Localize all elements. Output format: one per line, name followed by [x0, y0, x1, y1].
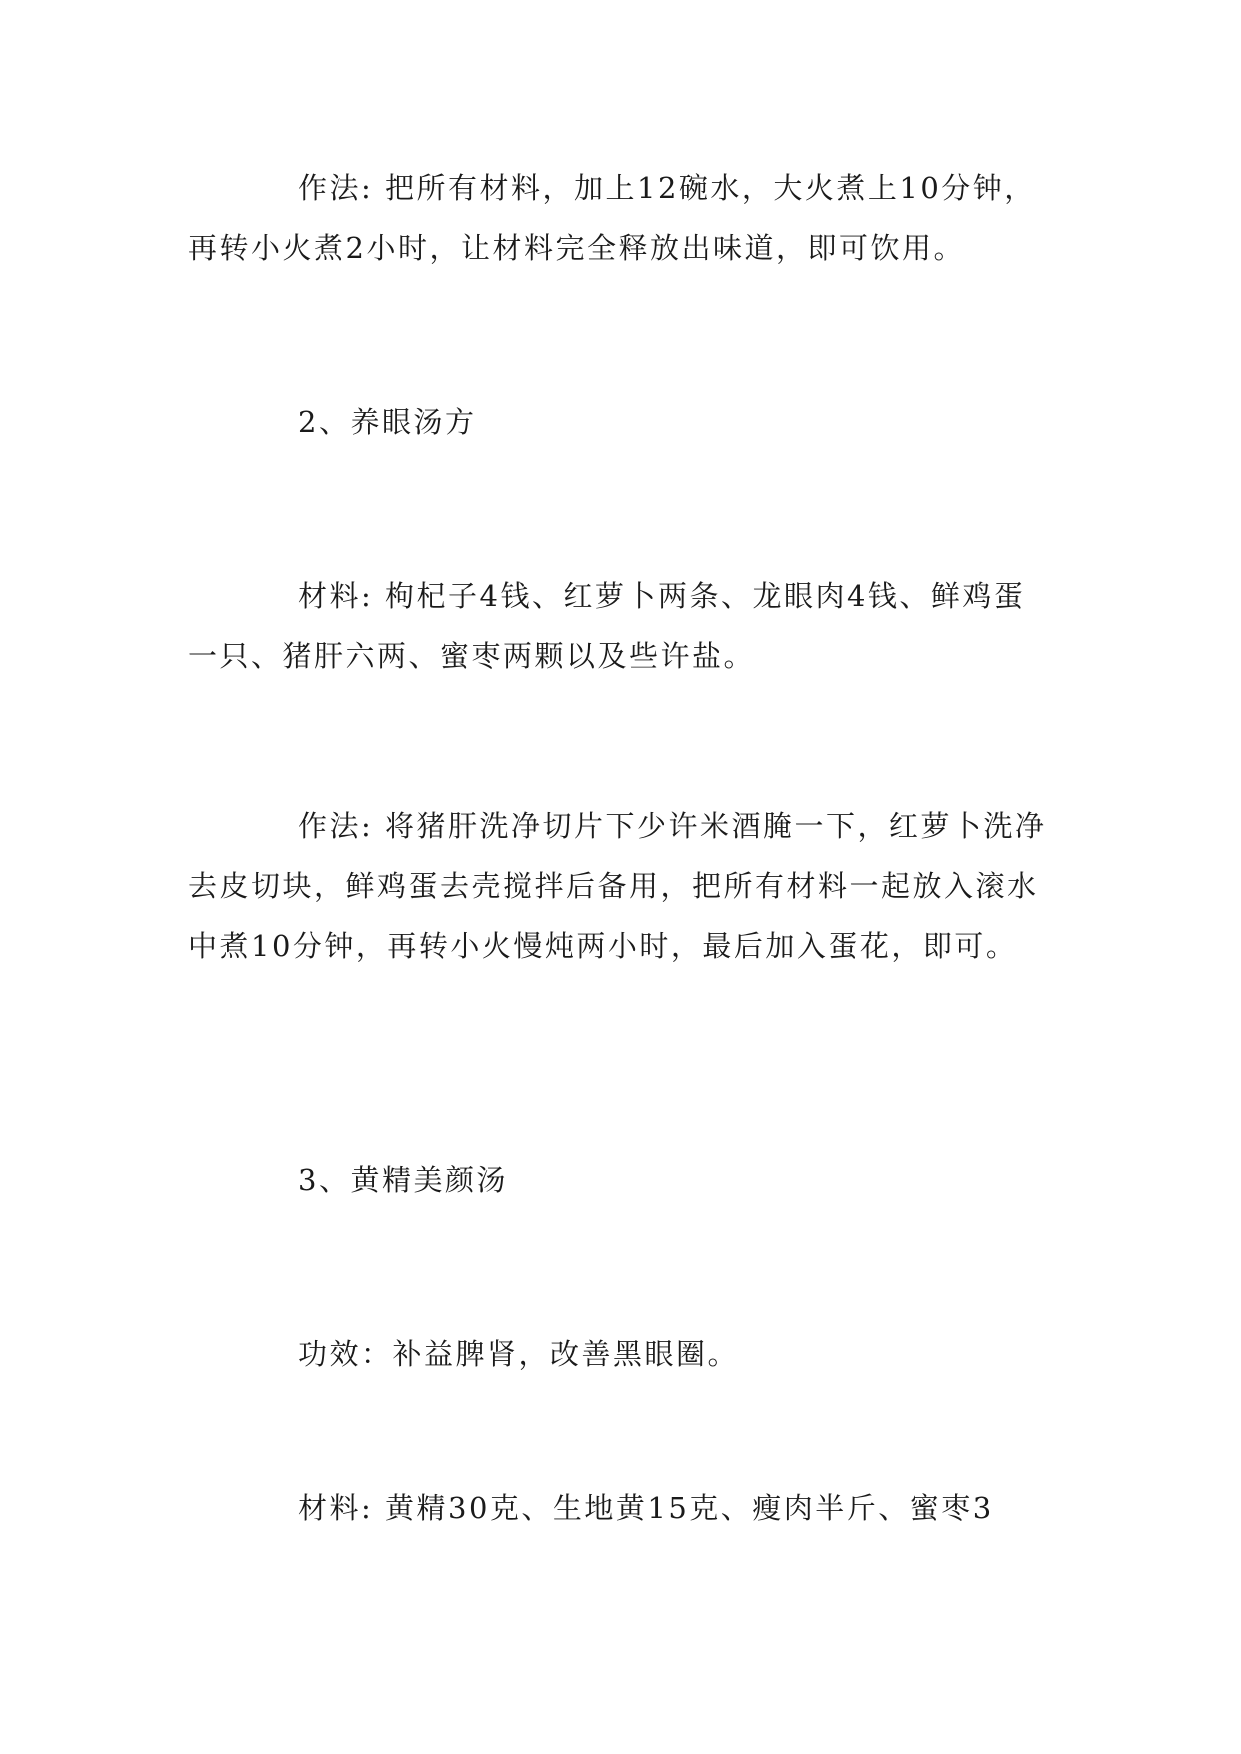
section-heading-3: 3、黄精美颜汤 — [298, 1163, 508, 1197]
effect-paragraph-3: 功效：补益脾肾，改善黑眼圈。 — [298, 1337, 740, 1371]
section-heading-2: 2、养眼汤方 — [298, 405, 477, 439]
materials-paragraph-2: 材料: 枸杞子4钱、红萝卜两条、龙眼肉4钱、鲜鸡蛋一只、猪肝六两、蜜枣两颗以及些许盐。 — [188, 579, 1026, 673]
method-paragraph-1: 作法: 把所有材料，加上12碗水，大火煮上10分钟，再转小火煮2小时，让材料完全释放出味道，即可饮用。 — [188, 171, 1036, 265]
materials-paragraph-3: 材料: 黄精30克、生地黄15克、瘦肉半斤、蜜枣3 — [298, 1491, 994, 1525]
method-paragraph-2: 作法: 将猪肝洗净切片下少许米酒腌一下，红萝卜洗净去皮切块，鲜鸡蛋去壳搅拌后备用，把所有材料一起放入滚水中煮10分钟，再转小火慢炖两小时，最后加入蛋花，即可。 — [188, 809, 1047, 963]
